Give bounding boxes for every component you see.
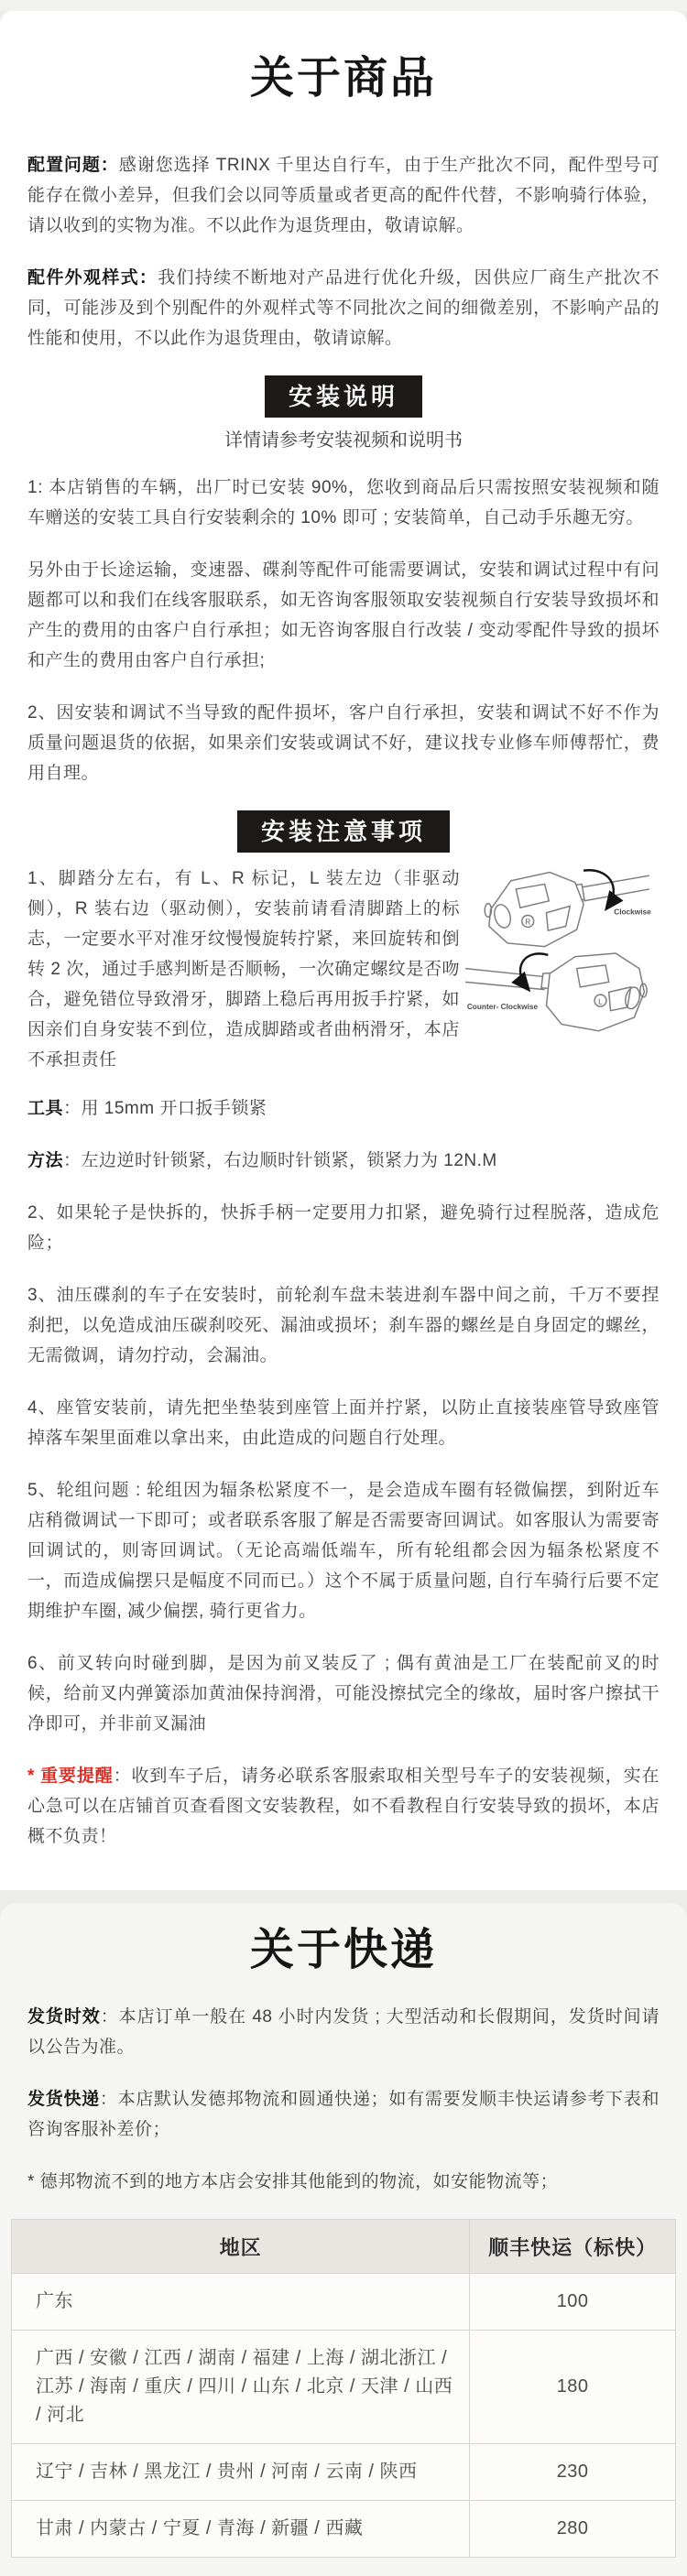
page-title-delivery: 关于快递	[249, 1926, 437, 1974]
pedal-install-illustration	[465, 865, 660, 1041]
shipping-time-text: ：本店订单一般在 48 小时内发货 ; 大型活动和长假期间，发货时间请以公告为准。	[27, 2007, 660, 2057]
region-cell: 甘肃 / 内蒙古 / 宁夏 / 青海 / 新疆 / 西藏	[12, 2501, 470, 2558]
note-wheelset: 5、轮组问题 : 轮组因为辐条松紧度不一，是会造成车圈有轻微偏摆，到附近车店稍微调试一下即可；或者联系客服了解是否需要寄回调试。如客服认为需要寄回调试的，则寄回调试。（无论高端低端车，所有轮组都会因为辐条松紧度不一，而造成偏摆只是幅度不同而已。）这个不属于质量问题, 自行车骑行后要不定期维护车圈, 减少偏摆, 骑行更省力。	[27, 1481, 660, 1621]
logistics-note: * 德邦物流不到的地方本店会安排其他能到的物流，如安能物流等；	[27, 2172, 559, 2191]
table-header-row	[12, 2220, 676, 2274]
tool-lead: 工具	[27, 1099, 64, 1118]
install-notes-badge: 安装注意事项	[237, 810, 450, 853]
paragraph-install-2: 另外由于长途运输，变速器、碟刹等配件可能需要调试，安装和调试过程中有问题都可以和我们在线客服联系，如无咨询客服领取安装视频自行安装导致损坏和产生的费用的由客户自行承担；如无咨询客服自行改装 / 变动零配件导致的损坏和产生的费用由客户自行承担;	[27, 560, 660, 670]
note-quick-release: 2、如果轮子是快拆的，快拆手柄一定要用力扣紧，避免骑行过程脱落，造成危险；	[27, 1203, 660, 1253]
price-cell: 230	[470, 2444, 676, 2501]
about-product-section	[0, 11, 687, 1890]
price-cell: 280	[470, 2501, 676, 2558]
note-pedals: 1、脚踏分左右，有 L、R 标记，L 装左边（非驱动侧），R 装右边（驱动侧），安装前请看清脚踏上的标志，一定要水平对准牙纹慢慢旋转拧紧，来回旋转和倒转 2 次，通过手感判断是否顺畅，一次确定螺纹是否吻合，避免错位导致滑牙，脚踏上稳后再用扳手拧紧，如因亲们自身安装不到位，造成脚踏或者曲柄滑牙，本店不承担责任	[27, 869, 460, 1070]
left-pedal-drawing	[465, 953, 647, 1031]
right-pedal-mark: R	[525, 917, 531, 927]
shipping-price-table	[11, 2219, 676, 2558]
shipping-courier-lead: 发货快递	[27, 2090, 100, 2109]
delivery-section	[0, 1903, 687, 2576]
region-cell: 广东	[12, 2274, 470, 2331]
note-front-fork: 6、前叉转向时碰到脚，是因为前叉装反了 ; 偶有黄油是工厂在装配前叉的时候，给前叉内弹簧添加黄油保持润滑，可能没擦拭完全的缘故，届时客户擦拭干净即可，并非前叉漏油	[27, 1654, 660, 1734]
shipping-courier-text: ：本店默认发德邦物流和圆通快递；如有需要发顺丰快运请参考下表和咨询客服补差价；	[27, 2090, 660, 2139]
counterclockwise-label: Counter- Clockwise	[466, 1001, 539, 1011]
paragraph-lead-appearance: 配件外观样式：	[27, 268, 158, 288]
paragraph-install-1: 1: 本店销售的车辆，出厂时已安装 90%，您收到商品后只需按照安装视频和随车赠送的安装工具自行安装剩余的 10% 即可 ; 安装简单，自己动手乐趣无穷。	[27, 478, 660, 527]
section-divider	[0, 0, 687, 11]
price-cell: 180	[470, 2331, 676, 2444]
column-header-price: 顺丰快运（标快）	[470, 2220, 676, 2274]
page-title-about-product: 关于商品	[249, 54, 437, 103]
paragraph-text-config: 感谢您选择 TRINX 千里达自行车，由于生产批次不同，配件型号可能存在微小差异，但我们会以同等质量或者更高的配件代替，不影响骑行体验，请以收到的实物为准。不以此作为退货理由，敬请谅解。	[27, 156, 660, 235]
paragraph-install-3: 2、因安装和调试不当导致的配件损坏，客户自行承担，安装和调试不好不作为质量问题退货的依据，如果亲们安装或调试不好，建议找专业修车师傅帮忙，费用自理。	[27, 703, 660, 783]
table-row	[12, 2274, 676, 2331]
region-cell: 广西 / 安徽 / 江西 / 湖南 / 福建 / 上海 / 湖北浙江 / 江苏 / 海南 / 重庆 / 四川 / 山东 / 北京 / 天津 / 山西 / 河北	[12, 2331, 470, 2444]
important-reminder-text: ：收到车子后，请务必联系客服索取相关型号车子的安装视频，实在心急可以在店铺首页查看图文安装教程，如不看教程自行安装导致的损坏，本店概不负责！	[27, 1766, 660, 1846]
paragraph-lead-config: 配置问题：	[27, 156, 119, 175]
tool-line	[27, 1093, 660, 1124]
install-badge-wrap	[27, 375, 660, 418]
table-row	[12, 2444, 676, 2501]
install-instructions-badge: 安装说明	[265, 375, 422, 418]
tool-text: ：用 15mm 开口扳手锁紧	[63, 1099, 267, 1118]
left-pedal-mark: L	[598, 996, 603, 1006]
pedal-note-row	[27, 864, 660, 1075]
clockwise-arrow-icon	[583, 870, 614, 908]
price-cell: 100	[470, 2274, 676, 2331]
column-header-region: 地区	[12, 2220, 470, 2274]
paragraph-text-appearance: 我们持续不断地对产品进行优化升级，因供应厂商生产批次不同，可能涉及到个别配件的外观样式等不同批次之间的细微差别，不影响产品的性能和使用，不以此作为退货理由，敬请谅解。	[27, 268, 660, 348]
paragraph-appearance	[27, 263, 660, 353]
shipping-time-line	[27, 2002, 660, 2062]
notes-badge-wrap	[27, 810, 660, 853]
method-lead: 方法	[27, 1151, 64, 1170]
region-cell: 辽宁 / 吉林 / 黑龙江 / 贵州 / 河南 / 云南 / 陕西	[12, 2444, 470, 2501]
important-reminder	[27, 1761, 660, 1852]
table-row	[12, 2331, 676, 2444]
shipping-courier-line	[27, 2084, 660, 2145]
install-caption: 详情请参考安装视频和说明书	[224, 430, 463, 451]
method-line	[27, 1146, 660, 1176]
paragraph-config-issue	[27, 150, 660, 241]
shipping-time-lead: 发货时效	[27, 2007, 101, 2027]
method-text: ：左边逆时针锁紧，右边顺时针锁紧，锁紧力为 12N.M	[63, 1151, 497, 1170]
important-reminder-lead: * 重要提醒	[27, 1766, 114, 1786]
table-row	[12, 2501, 676, 2558]
note-seatpost: 4、座管安装前，请先把坐垫装到座管上面并拧紧，以防止直接装座管导致座管掉落车架里面难以拿出来，由此造成的问题自行处理。	[27, 1398, 660, 1448]
clockwise-label: Clockwise	[614, 907, 651, 917]
note-disc-brakes: 3、油压碟刹的车子在安装时，前轮刹车盘未装进刹车器中间之前，千万不要捏刹把，以免造成油压碳刹咬死、漏油或损坏；刹车器的螺丝是自身固定的螺丝，无需微调，请勿拧动，会漏油。	[27, 1286, 660, 1365]
